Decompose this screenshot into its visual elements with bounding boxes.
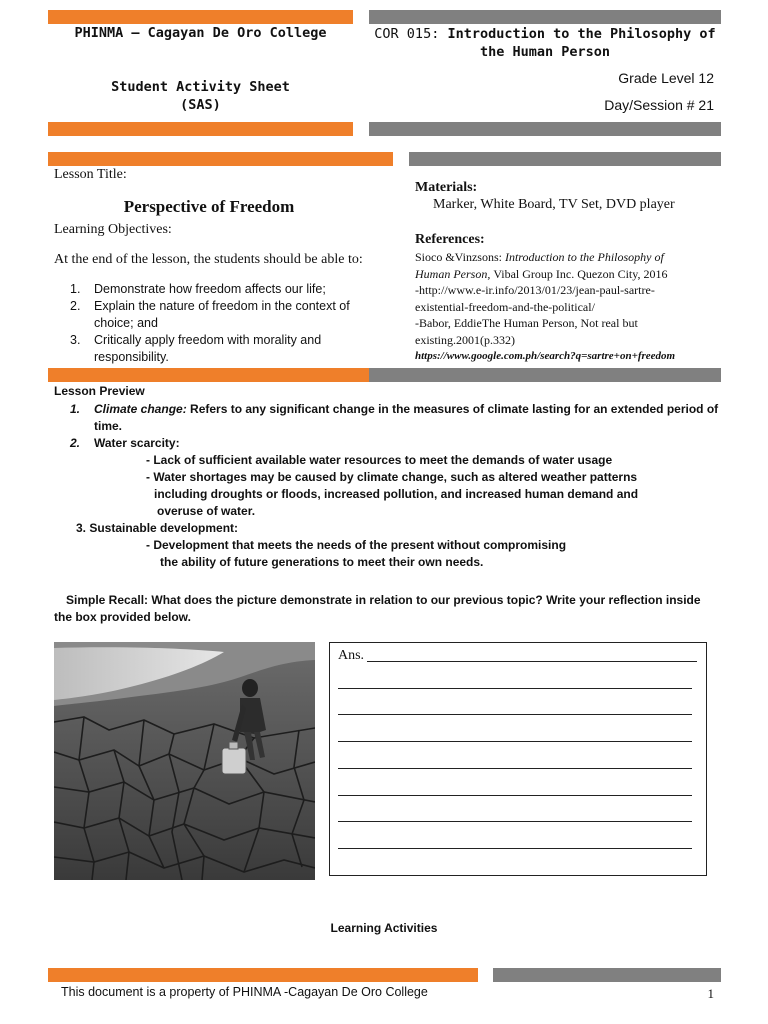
sheet-title: Student Activity Sheet: [111, 79, 290, 95]
recall-text-cont: the box provided below.: [54, 610, 191, 624]
reference-publisher: Vibal Group Inc. Quezon City, 2016: [493, 266, 668, 281]
answer-box[interactable]: [329, 642, 707, 876]
footer-orange-bar: [48, 968, 478, 982]
reference-author: Sioco &Vinzsons:: [415, 250, 505, 264]
objective-text: Explain the nature of freedom in the context of choice; and: [94, 299, 350, 330]
preview-bullet: - Water shortages may be caused by climate change, such as altered weather patterns: [146, 470, 638, 484]
reference-line: [415, 249, 720, 266]
reference-line: -Babor, EddieThe Human Person, Not real but: [415, 316, 638, 330]
lesson-orange-bar: [48, 152, 393, 166]
header-bottom-orange-bar: [48, 122, 353, 136]
objective-item: [54, 281, 379, 298]
reference-link[interactable]: -http://www.e-ir.info/2013/01/23/jean-paul-sartre-: [415, 283, 655, 297]
answer-line[interactable]: [338, 795, 692, 796]
answer-line[interactable]: [338, 714, 692, 715]
sheet-abbr: (SAS): [180, 97, 221, 113]
preview-definition-cont: time.: [94, 419, 123, 433]
preview-bullet-cont: including droughts or floods, increased pollution, and increased human demand and: [154, 487, 639, 501]
objective-item: [54, 298, 379, 332]
preview-bullet-cont: overuse of water.: [157, 504, 256, 518]
reference-link[interactable]: https://www.google.com.ph/search?q=sartre+on+freedom: [415, 350, 676, 362]
materials-label: Materials:: [415, 180, 478, 195]
course-code: COR 015:: [374, 26, 440, 42]
answer-prefix: Ans.: [338, 648, 365, 663]
preview-item-water: [54, 435, 724, 452]
course-heading: [369, 25, 721, 61]
header-gray-bar: [369, 10, 721, 24]
course-title-line2: the Human Person: [479, 44, 611, 60]
objectives-label: Learning Objectives:: [54, 222, 172, 237]
answer-line[interactable]: [338, 848, 692, 849]
objectives-list: [54, 281, 379, 366]
objective-number: 1.: [70, 282, 81, 296]
objective-text: Demonstrate how freedom affects our life;: [94, 282, 326, 296]
objective-item: [54, 332, 379, 366]
course-title-line1: Introduction to the Philosophy of: [447, 26, 716, 42]
sheet-heading: [48, 78, 353, 114]
objective-number: 3.: [70, 333, 81, 347]
preview-term: Climate change:: [94, 402, 187, 416]
header-orange-bar: [48, 10, 353, 24]
header-bottom-gray-bar: [369, 122, 721, 136]
objectives-intro: At the end of the lesson, the students should be able to:: [54, 252, 363, 267]
preview-label: Lesson Preview: [54, 384, 145, 398]
objective-text: Critically apply freedom with morality and responsibility.: [94, 333, 322, 364]
preview-item-climate: [54, 401, 724, 418]
preview-bullet: - Lack of sufficient available water resources to meet the demands of water usage: [146, 453, 613, 467]
answer-line[interactable]: [338, 741, 692, 742]
preview-item-sustainable: 3. Sustainable development:: [76, 521, 239, 535]
answer-line[interactable]: [338, 688, 692, 689]
references-list: [415, 249, 720, 365]
recall-label: Simple Recall:: [66, 593, 149, 607]
session-number: Day/Session # 21: [604, 97, 714, 113]
preview-item-number: 2.: [70, 436, 81, 450]
lesson-bottom-orange-bar: [48, 368, 393, 382]
lesson-title-label: Lesson Title:: [54, 167, 127, 182]
reference-book-title: Introduction to the Philosophy of: [504, 250, 664, 264]
preview-bullet-cont: the ability of future generations to meet their own needs.: [160, 555, 484, 569]
materials-text: Marker, White Board, TV Set, DVD player: [433, 197, 675, 212]
drought-photo: [54, 642, 315, 880]
answer-line[interactable]: [338, 821, 692, 822]
lesson-title: Perspective of Freedom: [123, 197, 295, 216]
reference-book-title-cont: Human Person,: [415, 266, 494, 281]
recall-prompt: [54, 592, 724, 626]
preview-item-number: 1.: [70, 402, 81, 416]
objective-number: 2.: [70, 299, 81, 313]
answer-line[interactable]: [338, 768, 692, 769]
references-label: References:: [415, 232, 485, 247]
lesson-gray-bar: [409, 152, 721, 166]
reference-line: existing.2001(p.332): [415, 332, 515, 347]
preview-bullet: - Development that meets the needs of the present without compromising: [146, 538, 567, 552]
preview-content: [54, 401, 724, 571]
grade-level: Grade Level 12: [618, 70, 714, 86]
page-number: 1: [707, 986, 714, 1001]
preview-definition: Refers to any significant change in the measures of climate lasting for an extended period of: [186, 402, 719, 416]
footer-gray-bar: [493, 968, 721, 982]
learning-activities-heading: Learning Activities: [330, 921, 438, 935]
preview-term: Water scarcity:: [94, 436, 180, 450]
reference-line: [415, 266, 720, 283]
answer-line[interactable]: [367, 661, 697, 662]
college-name: PHINMA – Cagayan De Oro College: [74, 25, 327, 41]
reference-link-cont[interactable]: existential-freedom-and-the-political/: [415, 299, 595, 314]
footer-text: This document is a property of PHINMA -Cagayan De Oro College: [61, 985, 428, 999]
lesson-bottom-gray-bar: [369, 368, 721, 382]
recall-text: What does the picture demonstrate in relation to our previous topic? Write your reflection inside: [148, 593, 701, 607]
